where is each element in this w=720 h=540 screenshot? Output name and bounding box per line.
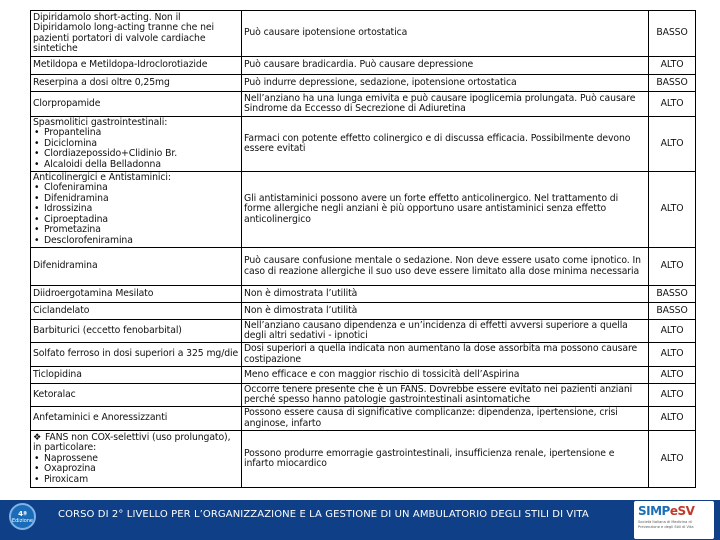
reason-cell: Può causare confusione mentale o sedazione. Non deve essere usato come ipnotico. In caso di reazione allergiche il suo uso deve essere limitato alla dose minima necessaria bbox=[242, 248, 649, 286]
reason-cell: Meno efficace e con maggior rischio di tossicità dell’Aspirina bbox=[242, 367, 649, 384]
reason-cell: Può causare bradicardia. Può causare depressione bbox=[242, 57, 649, 75]
table-row bbox=[31, 92, 696, 117]
reason-cell: Non è dimostrata l’utilità bbox=[242, 286, 649, 303]
risk-level-cell: ALTO bbox=[649, 343, 696, 367]
risk-level-cell: ALTO bbox=[649, 431, 696, 488]
risk-level-cell: ALTO bbox=[649, 384, 696, 407]
edition-label: Edizione bbox=[11, 517, 34, 524]
edition-number: 4ª bbox=[18, 509, 27, 518]
logo-wordmark: SIMPeSV bbox=[638, 504, 695, 518]
table-row bbox=[31, 367, 696, 384]
risk-level-cell: ALTO bbox=[649, 367, 696, 384]
reason-cell: Possono produrre emorragie gastrointestinali, insufficienza renale, ipertensione e infarto miocardico bbox=[242, 431, 649, 488]
risk-level-cell: BASSO bbox=[649, 286, 696, 303]
risk-level-cell: ALTO bbox=[649, 92, 696, 117]
table-row bbox=[31, 407, 696, 431]
risk-level-cell: BASSO bbox=[649, 303, 696, 320]
reason-cell: Possono essere causa di significative complicanze: dipendenza, ipertensione, crisi anginose, infarto bbox=[242, 407, 649, 431]
list-item: • Naprossene bbox=[33, 454, 239, 465]
reason-cell: Farmaci con potente effetto colinergico e di discussa efficacia. Possibilmente devono essere evitati bbox=[242, 117, 649, 172]
risk-level-cell: ALTO bbox=[649, 117, 696, 172]
risk-level-cell: ALTO bbox=[649, 172, 696, 248]
table-row bbox=[31, 57, 696, 75]
drug-table bbox=[30, 10, 696, 488]
list-item: • Diciclomina bbox=[33, 139, 239, 150]
list-item: • Alcaloidi della Belladonna bbox=[33, 160, 239, 171]
table-row bbox=[31, 248, 696, 286]
drug-cell: Metildopa e Metildopa-Idroclorotiazide bbox=[31, 57, 242, 75]
list-item: • Ciproeptadina bbox=[33, 215, 239, 226]
drug-list bbox=[33, 454, 239, 486]
drug-cell: Ciclandelato bbox=[31, 303, 242, 320]
drug-cell: Anfetaminici e Anoressizzanti bbox=[31, 407, 242, 431]
drug-cell bbox=[31, 117, 242, 172]
drug-cell bbox=[31, 172, 242, 248]
table-row bbox=[31, 384, 696, 407]
list-item: • Clordiazepossido+Clidinio Br. bbox=[33, 149, 239, 160]
course-title: CORSO DI 2° LIVELLO PER L’ORGANIZZAZIONE E LA GESTIONE DI UN AMBULATORIO DEGLI STILI DI VITA bbox=[58, 509, 589, 520]
list-item: • Oxaprozina bbox=[33, 464, 239, 475]
risk-level-cell: ALTO bbox=[649, 407, 696, 431]
reason-cell: Nell’anziano ha una lunga emivita e può causare ipoglicemia prolungata. Può causare Sindrome da Eccesso di Secrezione di Adiuretina bbox=[242, 92, 649, 117]
list-item: • Propantelina bbox=[33, 128, 239, 139]
logo-subtitle: Società Italiana di Medicina di Prevenzione e degli Stili di Vita bbox=[638, 520, 694, 529]
reason-cell: Può causare ipotensione ortostatica bbox=[242, 11, 649, 57]
reason-cell: Occorre tenere presente che è un FANS. Dovrebbe essere evitato nei pazienti anziani perché spesso hanno patologie gastrointestinali asintomatiche bbox=[242, 384, 649, 407]
list-item: • Desclorofeniramina bbox=[33, 236, 239, 247]
drug-group-title: ❖ FANS non COX-selettivi (uso prolungato), in particolare: bbox=[33, 431, 231, 454]
list-item: • Difenidramina bbox=[33, 194, 239, 205]
simpesv-logo bbox=[634, 501, 714, 539]
table-row bbox=[31, 172, 696, 248]
footer-bar bbox=[0, 500, 720, 540]
drug-cell: Dipiridamolo short-acting. Non il Dipiridamolo long-acting tranne che nei pazienti portatori di valvole cardiache sintetiche bbox=[31, 11, 242, 57]
table-row bbox=[31, 320, 696, 343]
drug-cell: Difenidramina bbox=[31, 248, 242, 286]
table-row bbox=[31, 431, 696, 488]
drug-cell: Solfato ferroso in dosi superiori a 325 mg/die bbox=[31, 343, 242, 367]
drug-cell bbox=[31, 431, 242, 488]
table-row bbox=[31, 286, 696, 303]
table-row bbox=[31, 117, 696, 172]
list-item: • Prometazina bbox=[33, 225, 239, 236]
reason-cell: Gli antistaminici possono avere un forte effetto anticolinergico. Nel trattamento di forme allergiche negli anziani è più opportuno usare antistaminici senza effetto anticolinergico bbox=[242, 172, 649, 248]
reason-cell: Può indurre depressione, sedazione, ipotensione ortostatica bbox=[242, 75, 649, 92]
reason-cell: Dosi superiori a quella indicata non aumentano la dose assorbita ma possono causare costipazione bbox=[242, 343, 649, 367]
drug-cell: Reserpina a dosi oltre 0,25mg bbox=[31, 75, 242, 92]
drug-group-title: Spasmolitici gastrointestinali: bbox=[33, 116, 168, 128]
drug-cell: Diidroergotamina Mesilato bbox=[31, 286, 242, 303]
table-row bbox=[31, 11, 696, 57]
risk-level-cell: ALTO bbox=[649, 248, 696, 286]
drug-cell: Ticlopidina bbox=[31, 367, 242, 384]
drug-list bbox=[33, 183, 239, 246]
list-item: • Idrossizina bbox=[33, 204, 239, 215]
drug-cell: Barbiturici (eccetto fenobarbital) bbox=[31, 320, 242, 343]
table-row bbox=[31, 75, 696, 92]
reason-cell: Non è dimostrata l’utilità bbox=[242, 303, 649, 320]
diamond-bullet-icon: ❖ bbox=[33, 431, 42, 443]
table-row bbox=[31, 343, 696, 367]
risk-level-cell: BASSO bbox=[649, 11, 696, 57]
drug-list bbox=[33, 128, 239, 170]
risk-level-cell: ALTO bbox=[649, 57, 696, 75]
risk-level-cell: ALTO bbox=[649, 320, 696, 343]
reason-cell: Nell’anziano causano dipendenza e un’incidenza di effetti avversi superiore a quella degli altri sedativi - ipnotici bbox=[242, 320, 649, 343]
list-item: • Piroxicam bbox=[33, 475, 239, 486]
drug-cell: Clorpropamide bbox=[31, 92, 242, 117]
risk-level-cell: BASSO bbox=[649, 75, 696, 92]
drug-cell: Ketoralac bbox=[31, 384, 242, 407]
drug-group-title: Anticolinergici e Antistaminici: bbox=[33, 171, 171, 183]
table-row bbox=[31, 303, 696, 320]
list-item: • Clofeniramina bbox=[33, 183, 239, 194]
edition-badge bbox=[9, 503, 36, 530]
